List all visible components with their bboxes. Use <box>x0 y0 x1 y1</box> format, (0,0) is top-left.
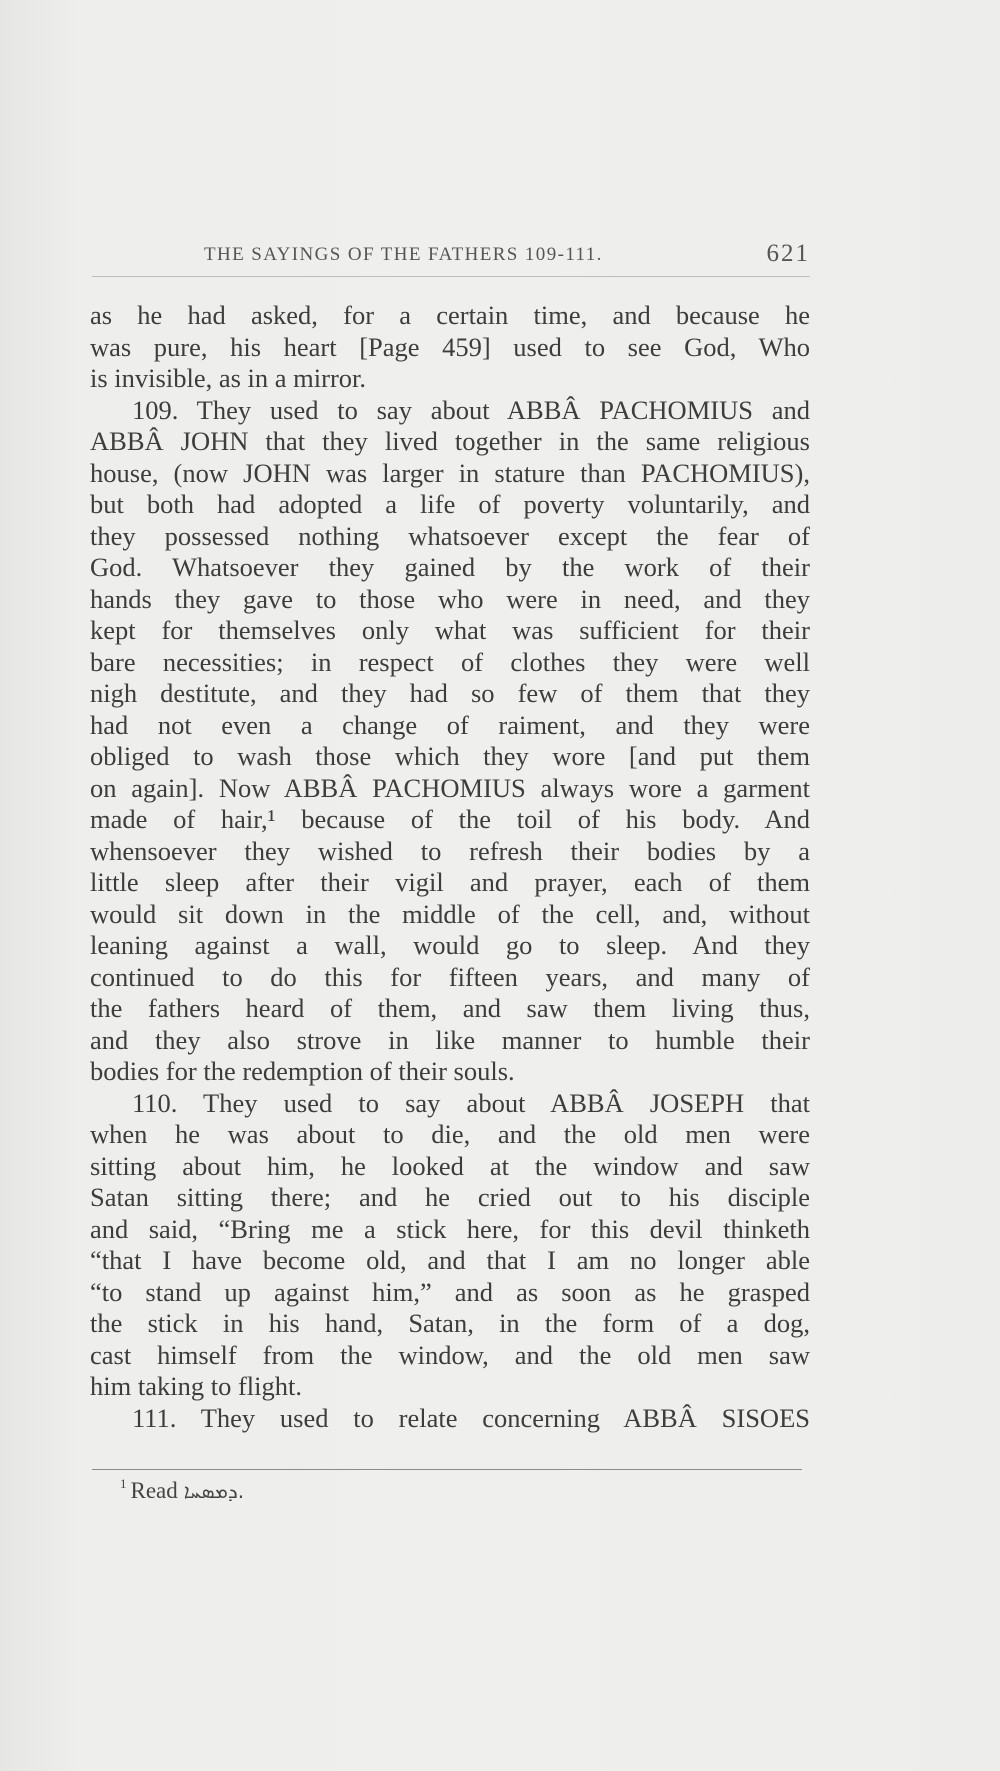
text-line: 111. They used to relate concerning ABBÂ SISOES <box>132 1402 810 1433</box>
text-line: nigh destitute, and they had so few of them that they <box>90 678 810 708</box>
footnote-syriac-word: ܕܡܣܚܐ. <box>183 1479 245 1503</box>
text-line: leaning against a wall, would go to sleep. And they <box>90 930 810 960</box>
text-line: and they also strove in like manner to humble their <box>90 1024 810 1055</box>
text-line: when he was about to die, and the old men were <box>90 1119 810 1149</box>
text-line: on again]. Now ABBÂ PACHOMIUS always wore a garment <box>90 772 810 803</box>
text-line: would sit down in the middle of the cell, and, without <box>90 898 810 929</box>
text-line: continued to do this for fifteen years, and many of <box>90 961 810 992</box>
footnote-text: Read <box>130 1478 178 1503</box>
text-line: the stick in his hand, Satan, in the form of a dog, <box>90 1308 810 1338</box>
text-line: ABBÂ JOHN that they lived together in the same religious <box>90 426 810 456</box>
text-line: 110. They used to say about ABBÂ JOSEPH that <box>132 1087 810 1118</box>
text-line: as he had asked, for a certain time, and because he <box>90 300 810 330</box>
text-line: hands they gave to those who were in need, and they <box>90 583 810 614</box>
text-line: 109. They used to say about ABBÂ PACHOMIUS and <box>132 394 810 425</box>
text-line: him taking to flight. <box>90 1371 302 1401</box>
body-text <box>90 300 810 1434</box>
text-line: obliged to wash those which they wore [and put them <box>90 741 810 771</box>
text-line: bodies for the redemption of their souls. <box>90 1056 515 1086</box>
text-line: little sleep after their vigil and prayer, each of them <box>90 867 810 897</box>
text-line: whensoever they wished to refresh their bodies by a <box>90 835 810 866</box>
footnote-rule <box>92 1469 802 1470</box>
text-line: “to stand up against him,” and as soon as he grasped <box>90 1276 810 1307</box>
page-number: 621 <box>766 240 810 267</box>
text-line: had not even a change of raiment, and they were <box>90 709 810 740</box>
text-line: Satan sitting there; and he cried out to his disciple <box>90 1182 810 1212</box>
text-line: the fathers heard of them, and saw them living thus, <box>90 993 810 1023</box>
text-line: cast himself from the window, and the old men saw <box>90 1339 810 1370</box>
text-line: is invisible, as in a mirror. <box>90 363 367 393</box>
footnote-marker: 1 <box>120 1476 127 1491</box>
text-line: they possessed nothing whatsoever except the fear of <box>90 520 810 551</box>
footnote <box>120 1478 244 1504</box>
text-line: but both had adopted a life of poverty voluntarily, and <box>90 489 810 519</box>
text-line: bare necessities; in respect of clothes they were well <box>90 646 810 677</box>
text-line: and said, “Bring me a stick here, for this devil thinketh <box>90 1213 810 1244</box>
text-line: was pure, his heart [Page 459] used to see God, Who <box>90 331 810 362</box>
text-line: sitting about him, he looked at the window and saw <box>90 1150 810 1181</box>
text-line: God. Whatsoever they gained by the work of their <box>90 552 810 582</box>
page-header <box>92 236 810 277</box>
running-head: THE SAYINGS OF THE FATHERS 109-111. <box>204 244 603 265</box>
text-line: made of hair,¹ because of the toil of his body. And <box>90 804 810 834</box>
text-line: house, (now JOHN was larger in stature than PACHOMIUS), <box>90 457 810 488</box>
text-line: kept for themselves only what was sufficient for their <box>90 615 810 645</box>
text-line: “that I have become old, and that I am no longer able <box>90 1245 810 1275</box>
